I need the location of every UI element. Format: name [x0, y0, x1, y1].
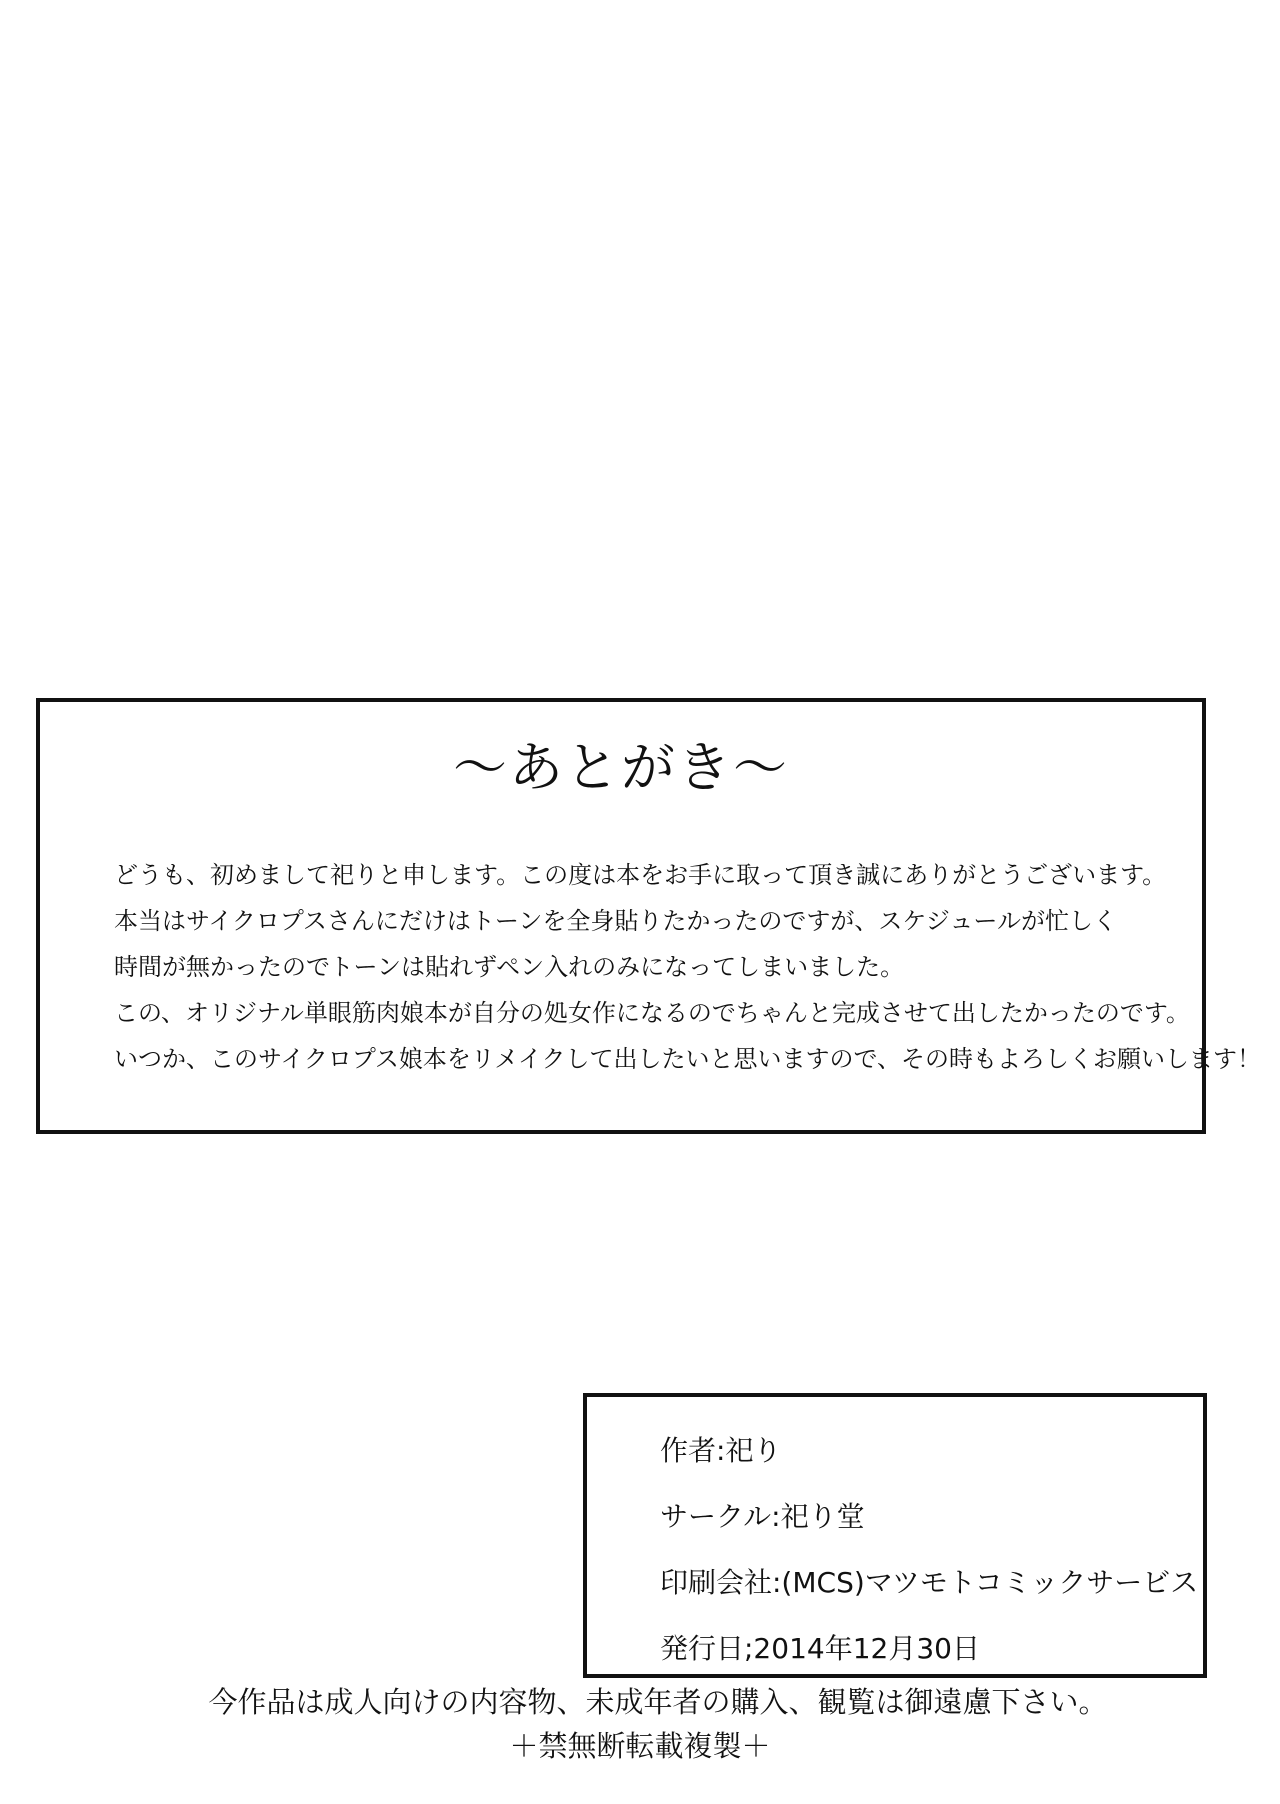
colophon-printer: 印刷会社:(MCS)マツモトコミックサービス [660, 1566, 1199, 1599]
colophon-author: 作者:祀り [660, 1434, 782, 1467]
afterword-line-3: 時間が無かったのでトーンは貼れずペン入れのみになってしまいました。 [114, 953, 905, 981]
afterword-line-4: この、オリジナル単眼筋肉娘本が自分の処女作になるのでちゃんと完成させて出したかったのです。 [114, 999, 1190, 1027]
afterword-line-5: いつか、このサイクロプス娘本をリメイクして出したいと思いますので、その時もよろしくお願いします！ [114, 1045, 1261, 1073]
colophon-date: 発行日;2014年12月30日 [660, 1632, 980, 1665]
colophon-box [583, 1393, 1207, 1678]
afterword-line-2: 本当はサイクロプスさんにだけはトーンを全身貼りたかったのですが、スケジュールが忙しく [114, 907, 1117, 935]
adult-content-notice: 今作品は成人向けの内容物、未成年者の購入、観覧は御遠慮下さい。 [208, 1685, 1108, 1719]
afterword-body [114, 852, 1261, 1082]
afterword-box [36, 698, 1261, 1134]
copy-prohibition-notice: ＋禁無断転載複製＋ [509, 1729, 771, 1763]
afterword-title: ～あとがき～ [453, 736, 789, 799]
colophon-list [660, 1433, 1198, 1697]
afterword-line-1: どうも、初めまして祀りと申します。この度は本をお手に取って頂き誠にありがとうございます。 [114, 861, 1167, 889]
colophon-circle: サークル:祀り堂 [660, 1500, 865, 1533]
